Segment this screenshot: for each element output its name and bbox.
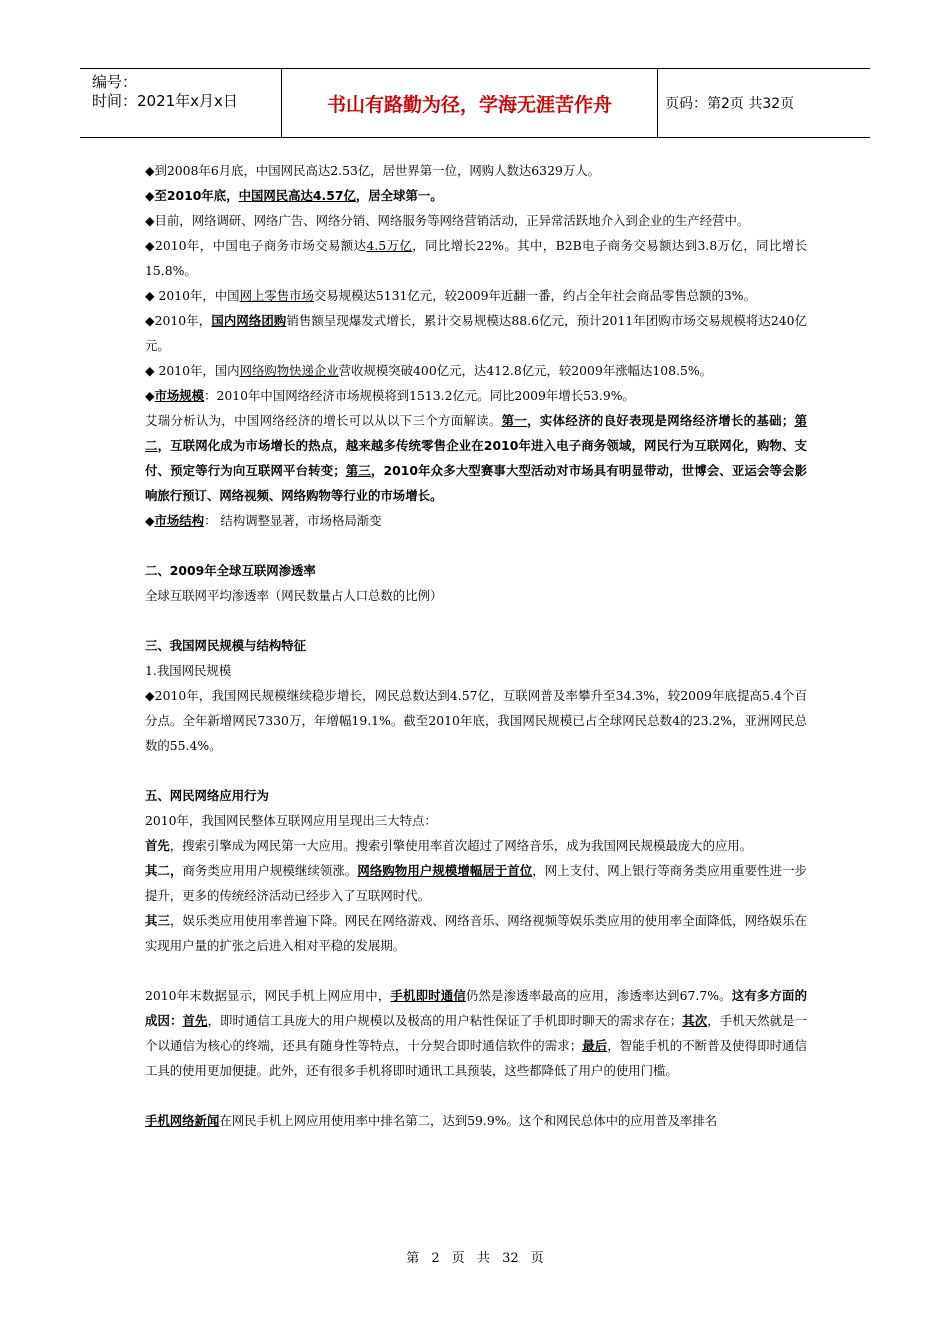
highlighted-term: 手机即时通信 [390, 988, 466, 1003]
text-run: 营收规模突破400亿元，达412.8亿元，较2009年涨幅达108.5%。 [338, 363, 713, 378]
text-run: ◆至2010年底， [145, 188, 239, 203]
highlighted-term: 国内网络团购 [211, 313, 287, 328]
paragraph [145, 233, 807, 283]
paragraph [145, 283, 807, 308]
highlighted-term: 首先 [182, 1013, 208, 1028]
paragraph [145, 308, 807, 358]
text-run: ◆到2008年6月底，中国网民高达2.53亿，居世界第一位，网购人数达6329万人。 [145, 163, 601, 178]
text-run: ◆ 2010年，国内 [145, 363, 240, 378]
paragraph [145, 1108, 807, 1133]
header-meta [80, 69, 282, 137]
paragraph [145, 633, 807, 658]
text-run: ，手机天然就是一个以通信为核心的终端，还具有随身性等特点，十分契合即时通信软件的需求； [145, 1013, 808, 1053]
paragraph [145, 508, 807, 533]
text-run: ，即时通信工具庞大的用户规模以及极高的用户粘性保证了手机即时聊天的需求存在； [207, 1013, 683, 1028]
text-run: 销售额呈现爆发式增长，累计交易规模达88.6亿元，预计2011年团购市场交易规模将达240亿元。 [145, 313, 808, 353]
text-run: ，居全球第一。 [355, 188, 443, 203]
text-run: ◆ [145, 513, 155, 528]
text-run: 在网民手机上网应用使用率中排名第二，达到59.9%。这个和网民总体中的应用普及率排名 [219, 1113, 718, 1128]
text-run: ，互联网化成为市场增长的热点，越来越多传统零售企业在2010年进入电子商务领域，网民行为互联网化，购物、支付、预定等行为向互联网平台转变； [145, 438, 807, 478]
paragraph [145, 858, 807, 908]
highlighted-term: 网络购物快递企业 [239, 363, 339, 378]
highlighted-term: 网上零售市场 [239, 288, 314, 303]
text-run: 这有多方面的成因： [145, 988, 808, 1028]
paragraph [145, 558, 807, 583]
text-run: 商务类应用用户规模继续领涨。 [182, 863, 358, 878]
paragraph [145, 808, 807, 833]
text-run: 全球互联网平均渗透率（网民数量占人口总数的比例） [145, 588, 443, 603]
page-header [80, 68, 870, 138]
text-run: 首先 [145, 838, 170, 853]
highlighted-term: 网络购物用户规模增幅居于首位 [357, 863, 533, 878]
blank-line [145, 533, 807, 558]
text-run: ，娱乐类应用使用率普遍下降。网民在网络游戏、网络音乐、网络视频等娱乐类应用的使用率全面降低，网络娱乐在实现用户量的扩张之后进入相对平稳的发展期。 [145, 913, 808, 953]
paragraph [145, 183, 807, 208]
blank-line [145, 608, 807, 633]
page-footer [0, 1247, 950, 1266]
text-run: 其三 [145, 913, 170, 928]
text-run: ，网上支付、网上银行等商务类应用重要性进一步提升，更多的传统经济活动已经步入了互联网时代。 [145, 863, 808, 903]
text-run: 五、网民网络应用行为 [145, 788, 269, 803]
text-run: ◆ 2010年，中国 [145, 288, 240, 303]
text-run: 1.我国网民规模 [145, 663, 232, 678]
paragraph [145, 158, 807, 183]
text-run: 2010年末数据显示，网民手机上网应用中， [145, 988, 391, 1003]
paragraph [145, 583, 807, 608]
footer-word: 第 [406, 1251, 420, 1266]
blank-line [145, 958, 807, 983]
footer-word: 页 [530, 1251, 544, 1266]
highlighted-term: 手机网络新闻 [145, 1113, 220, 1128]
header-page-info: 页码：第2页 共32页 [665, 96, 795, 112]
text-run: ◆ [145, 388, 155, 403]
paragraph [145, 908, 807, 958]
highlighted-term: 最后 [582, 1038, 608, 1053]
blank-line [145, 1083, 807, 1108]
footer-word: 页 [451, 1251, 465, 1266]
text-run: 二、2009年全球互联网渗透率 [145, 563, 316, 578]
paragraph [145, 783, 807, 808]
text-run: ◆2010年， [145, 313, 212, 328]
text-run: 三、我国网民规模与结构特征 [145, 638, 307, 653]
highlighted-term: 市场结构 [154, 513, 205, 528]
text-run: ，同比增长22%。其中，B2B电子商务交易额达到3.8万亿，同比增长15.8%。 [145, 238, 808, 278]
text-run: ◆目前，网络调研、网络广告、网络分销、网络服务等网络营销活动，正异常活跃地介入到企业的生产经营中。 [145, 213, 750, 228]
paragraph [145, 658, 807, 683]
text-run: ：2010年中国网络经济市场规模将到1513.2亿元。同比2009年增长53.9%。 [204, 388, 635, 403]
text-run: ，搜索引擎成为网民第一大应用。搜索引擎使用率首次超过了网络音乐，成为我国网民规模最庞大的应用。 [169, 838, 753, 853]
paragraph [145, 383, 807, 408]
highlighted-term: 中国网民高达4.57亿 [238, 188, 356, 203]
footer-total-pages: 32 [502, 1251, 519, 1266]
paragraph [145, 408, 807, 508]
highlighted-term: 第三 [345, 463, 371, 478]
text-run: 其二， [145, 863, 183, 878]
paragraph [145, 833, 807, 858]
header-number: 编号： [92, 73, 138, 91]
paragraph [145, 983, 807, 1083]
highlighted-term: 市场规模 [154, 388, 205, 403]
highlighted-term: 4.5万亿 [366, 238, 413, 253]
text-run: ◆2010年，我国网民规模继续稳步增长，网民总数达到4.57亿，互联网普及率攀升至34.3%，较2009年底提高5.4个百分点。全年新增网民7330万，年增幅19.1%。截至2010年底，我国网民规模已占全球网民总数4的23.2%，亚洲网民总数的55.4%。 [145, 688, 807, 753]
header-motto: 书山有路勤为径，学海无涯苦作舟 [282, 69, 658, 137]
highlighted-term: 第一 [501, 413, 528, 428]
highlighted-term: 其次 [682, 1013, 708, 1028]
text-run: 2010年，我国网民整体互联网应用呈现出三大特点： [145, 813, 437, 828]
blank-line [145, 758, 807, 783]
text-run: 交易规模达5131亿元，较2009年近翻一番，约占全年社会商品零售总额的3%。 [313, 288, 756, 303]
header-time: 时间：2021年x月x日 [92, 92, 238, 110]
text-run: 艾瑞分析认为，中国网络经济的增长可以从以下三个方面解读。 [145, 413, 502, 428]
text-run: ，2010年众多大型赛事大型活动对市场具有明显带动，世博会、亚运会等会影响旅行预订、网络视频、网络购物等行业的市场增长。 [145, 463, 807, 503]
text-run: ： 结构调整显著，市场格局渐变 [204, 513, 382, 528]
paragraph [145, 683, 807, 758]
text-run: 仍然是渗透率最高的应用，渗透率达到67.7%。 [465, 988, 732, 1003]
highlighted-term: 第二 [145, 413, 808, 453]
footer-page-number: 2 [431, 1251, 440, 1266]
paragraph [145, 358, 807, 383]
text-run: ，智能手机的不断普及使得即时通信工具的使用更加便捷。此外，还有很多手机将即时通讯工具预装，这些都降低了用户的使用门槛。 [145, 1038, 808, 1078]
document-body [145, 158, 807, 1133]
text-run: ◆2010年，中国电子商务市场交易额达 [145, 238, 367, 253]
text-run: ，实体经济的良好表现是网络经济增长的基础； [527, 413, 795, 428]
paragraph [145, 208, 807, 233]
footer-word: 共 [476, 1251, 490, 1266]
